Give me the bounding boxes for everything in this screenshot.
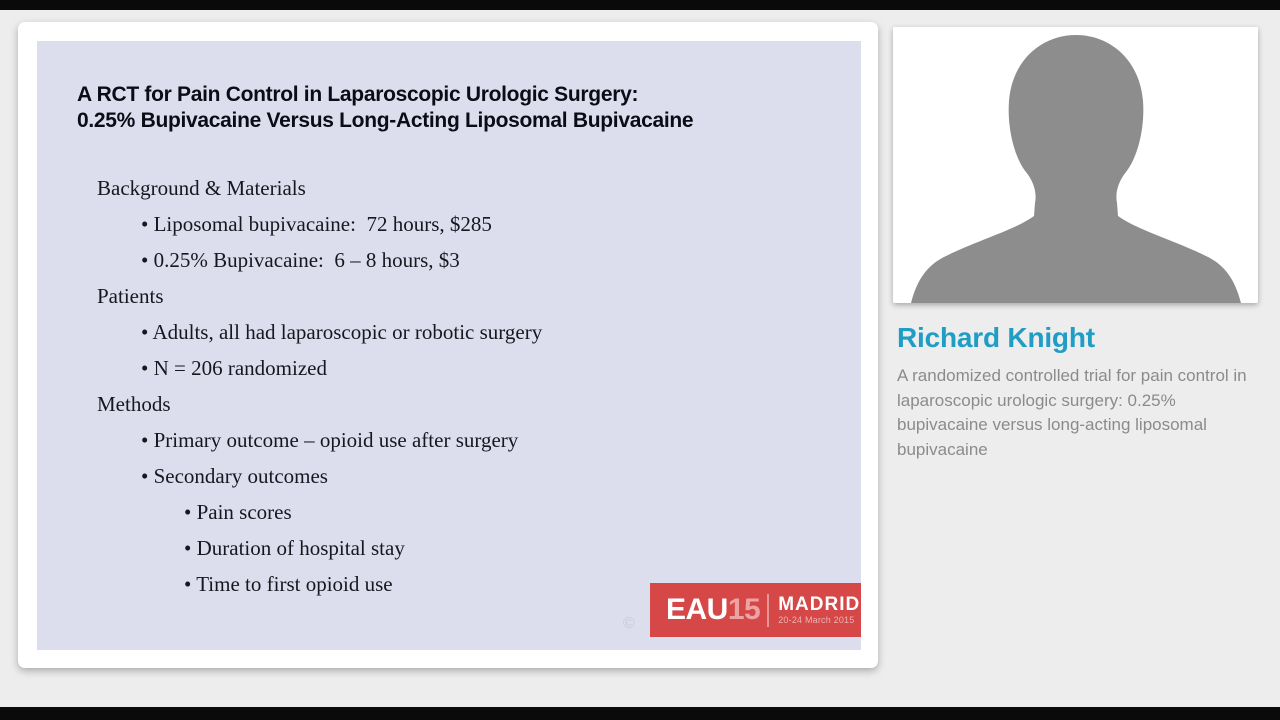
- outline-sub-bullet: • Time to first opioid use: [184, 572, 393, 596]
- bottom-letterbox-bar: [0, 707, 1280, 720]
- outline-heading: Methods: [97, 392, 171, 416]
- outline-bullet: • Adults, all had laparoscopic or robotic surgery: [141, 320, 543, 344]
- outline-heading: Background & Materials: [97, 176, 306, 200]
- outline-sub-bullet: • Duration of hospital stay: [184, 536, 405, 560]
- slide-title-line1: A RCT for Pain Control in Laparoscopic Urologic Surgery:: [77, 83, 639, 106]
- slide-title: [77, 82, 693, 134]
- speaker-name: Richard Knight: [897, 322, 1095, 353]
- outline-sub-bullet: • Pain scores: [184, 500, 292, 524]
- outline-bullet: • Liposomal bupivacaine: 72 hours, $285: [141, 212, 492, 236]
- logo-separator: [767, 594, 769, 627]
- eau-congress-logo: [650, 583, 861, 637]
- outline-bullet: • Secondary outcomes: [141, 464, 328, 488]
- slide-outline: [37, 170, 861, 602]
- logo-brand-text: EAU: [666, 593, 728, 626]
- logo-location-block: [778, 595, 860, 625]
- outline-bullet: • Primary outcome – opioid use after surgery: [141, 428, 519, 452]
- logo-dates-text: 20-24 March 2015: [778, 615, 855, 625]
- person-silhouette-icon: [893, 27, 1258, 303]
- outline-bullet: • 0.25% Bupivacaine: 6 – 8 hours, $3: [141, 248, 460, 272]
- outline-heading: Patients: [97, 284, 164, 308]
- speaker-bio: A randomized controlled trial for pain control in laparoscopic urologic surgery: 0.25% bupivacaine versus long-acting liposomal bupivacaine: [897, 366, 1247, 459]
- outline-bullet: • N = 206 randomized: [141, 356, 327, 380]
- speaker-avatar: [893, 27, 1258, 303]
- top-letterbox-bar: [0, 0, 1280, 10]
- slide-title-line2: 0.25% Bupivacaine Versus Long-Acting Liposomal Bupivacaine: [77, 109, 694, 132]
- logo-city-text: MADRID: [778, 594, 861, 615]
- speaker-panel: [893, 27, 1258, 462]
- copyright-watermark: ©: [623, 615, 635, 632]
- presentation-slide: [37, 41, 861, 650]
- slide-card: [18, 22, 878, 668]
- logo-year-text: 15: [727, 593, 761, 626]
